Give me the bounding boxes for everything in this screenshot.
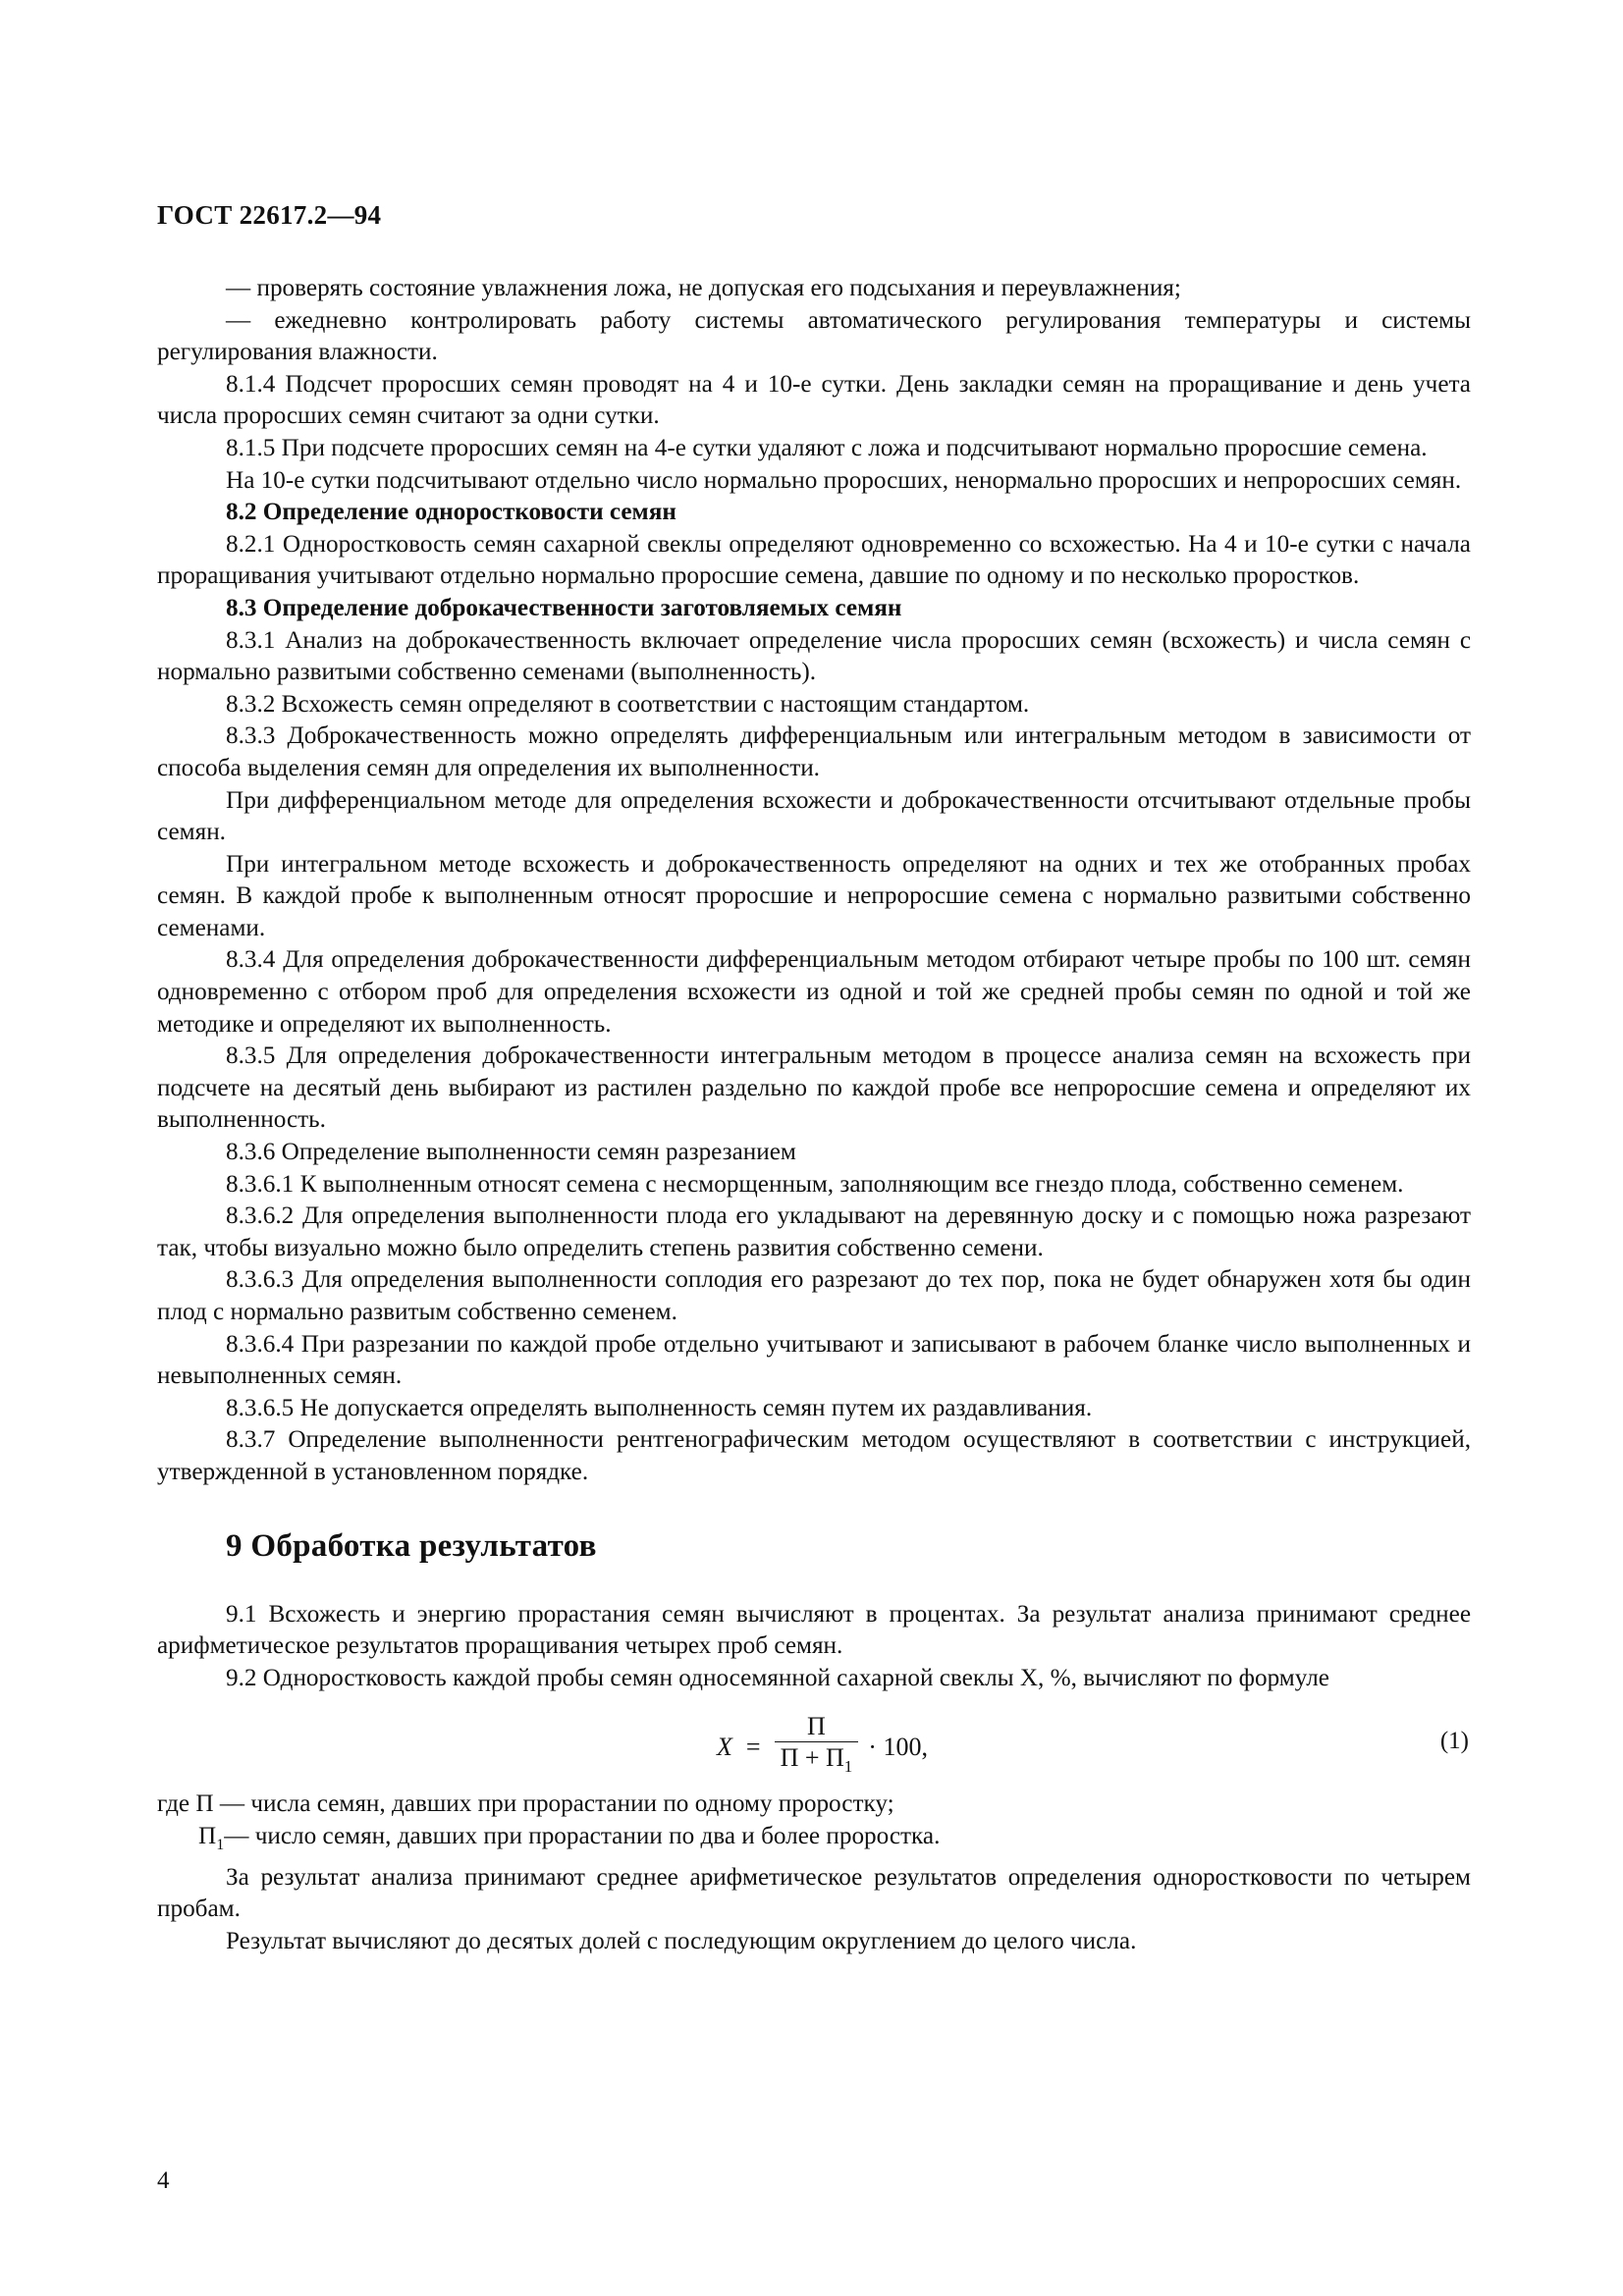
equation-number: (1)	[1439, 1728, 1469, 1755]
paragraph: Результат вычисляют до десятых долей с последующим округлением до целого числа.	[226, 1927, 1137, 1954]
formula	[717, 1712, 928, 1783]
page-body	[157, 273, 1471, 1957]
denominator-subscript: 1	[843, 1757, 853, 1777]
subsection-heading-8-2: 8.2 Определение одноростковости семян	[226, 499, 676, 526]
denominator-main: П + П	[780, 1743, 844, 1773]
where-text: — число семян, давших при прорастании по два и более проростка.	[224, 1822, 941, 1849]
formula-numerator: П	[807, 1712, 826, 1741]
where-line-2	[157, 1821, 1471, 1862]
paragraph: 8.3.2 Всхожесть семян определяют в соответствии с настоящим стандартом.	[226, 690, 1030, 718]
paragraph: 8.3.3 Доброкачественность можно определять дифференциальным или интегральным методом в зависимости от способа выделения семян для определения их выполненности.	[157, 722, 1471, 781]
paragraph: 8.3.6.2 Для определения выполненности плода его укладывают на деревянную доску и с помощью ножа разрезают так, чтобы визуально можно было определить степень развития собственно семени.	[157, 1202, 1471, 1261]
formula-multiplier: · 100,	[868, 1733, 928, 1762]
paragraph-group-c	[157, 625, 1471, 1489]
paragraph: При интегральном методе всхожесть и доброкачественность определяют на одних и тех же отобранных пробах семян. В каждой пробе к выполненным относят проросшие и непроросшие семена с нормально развитыми собственно семенами.	[157, 850, 1471, 941]
paragraph-group-e	[157, 1862, 1471, 1958]
formula-lhs: X	[717, 1733, 732, 1762]
paragraph: 8.3.6.5 Не допускается определять выполненность семян путем их раздавливания.	[226, 1394, 1093, 1421]
paragraph: 9.2 Одноростковость каждой пробы семян односемянной сахарной свеклы X, %, вычисляют по формуле	[226, 1664, 1329, 1691]
paragraph: 8.3.4 Для определения доброкачественности дифференциальным методом отбирают четыре пробы по 100 шт. семян одновременно с отбором проб для определения всхожести из одной и той же средней пробы семян по одной и той же методике и определяют их выполненность.	[157, 946, 1471, 1038]
paragraph: 8.3.6 Определение выполненности семян разрезанием	[226, 1139, 796, 1166]
formula-fraction	[775, 1712, 859, 1783]
paragraph: 8.3.6.4 При разрезании по каждой пробе отдельно учитывают и записывают в рабочем бланке число выполненных и невыполненных семян.	[157, 1330, 1471, 1390]
paragraph-group-a	[157, 273, 1471, 497]
where-symbol: П	[198, 1822, 217, 1849]
formula-block	[157, 1706, 1471, 1785]
formula-equals: =	[745, 1733, 761, 1762]
paragraph: 8.3.5 Для определения доброкачественности интегральным методом в процессе анализа семян на всхожесть при подсчете на десятый день выбирают из растилен раздельно по каждой пробе все непроросшие семена и определяют их выполненность.	[157, 1042, 1471, 1134]
paragraph-group-b	[157, 529, 1471, 593]
where-line-1: где П — числа семян, давших при прорастании по одному проростку;	[157, 1790, 894, 1818]
paragraph: При дифференциальном методе для определения всхожести и доброкачественности отсчитывают отдельные пробы семян.	[157, 786, 1471, 846]
paragraph-group-d	[157, 1599, 1471, 1695]
section-heading-9: 9 Обработка результатов	[226, 1527, 597, 1564]
paragraph: 8.3.6.1 К выполненным относят семена с несморщенным, заполняющим все гнездо плода, собственно семенем.	[226, 1170, 1404, 1198]
paragraph: На 10-е сутки подсчитывают отдельно число нормально проросших, ненормально проросших и непроросших семян.	[226, 466, 1462, 494]
paragraph: — проверять состояние увлажнения ложа, не допуская его подсыхания и переувлажнения;	[226, 275, 1181, 301]
paragraph: 9.1 Всхожесть и энергию прорастания семян вычисляют в процентах. За результат анализа принимают среднее арифметическое результатов проращивания четырех проб семян.	[157, 1600, 1471, 1660]
paragraph: 8.1.4 Подсчет проросших семян проводят на 4 и 10-е сутки. День закладки семян на проращивание и день учета числа проросших семян считают за одни сутки.	[157, 370, 1471, 430]
document-code: ГОСТ 22617.2—94	[157, 200, 382, 230]
paragraph: 8.3.6.3 Для определения выполненности соплодия его разрезают до тех пор, пока не будет обнаружен хотя бы один плод с нормально развитым собственно семенем.	[157, 1266, 1471, 1325]
where-subscript: 1	[216, 1836, 225, 1853]
paragraph: — ежедневно контролировать работу системы автоматического регулирования температуры и системы регулирования влажности.	[157, 306, 1471, 366]
subsection-heading-8-3: 8.3 Определение доброкачественности заготовляемых семян	[226, 594, 902, 621]
paragraph: 8.3.7 Определение выполненности рентгенографическим методом осуществляют в соответствии с инструкцией, утвержденной в установленном порядке.	[157, 1426, 1471, 1485]
paragraph: За результат анализа принимают среднее арифметическое результатов определения одноростковости по четырем пробам.	[157, 1863, 1471, 1923]
paragraph: 8.2.1 Одноростковость семян сахарной свеклы определяют одновременно со всхожестью. На 4 и 10-е сутки с начала проращивания учитывают отдельно нормально проросшие семена, давшие по одному и по несколько проростков.	[157, 530, 1471, 590]
paragraph: 8.3.1 Анализ на доброкачественность включает определение числа проросших семян (всхожесть) и числа семян с нормально развитыми собственно семенами (выполненность).	[157, 626, 1471, 686]
formula-denominator	[775, 1742, 859, 1783]
paragraph: 8.1.5 При подсчете проросших семян на 4-е сутки удаляют с ложа и подсчитывают нормально проросшие семена.	[226, 434, 1428, 461]
page-number: 4	[157, 2167, 170, 2194]
